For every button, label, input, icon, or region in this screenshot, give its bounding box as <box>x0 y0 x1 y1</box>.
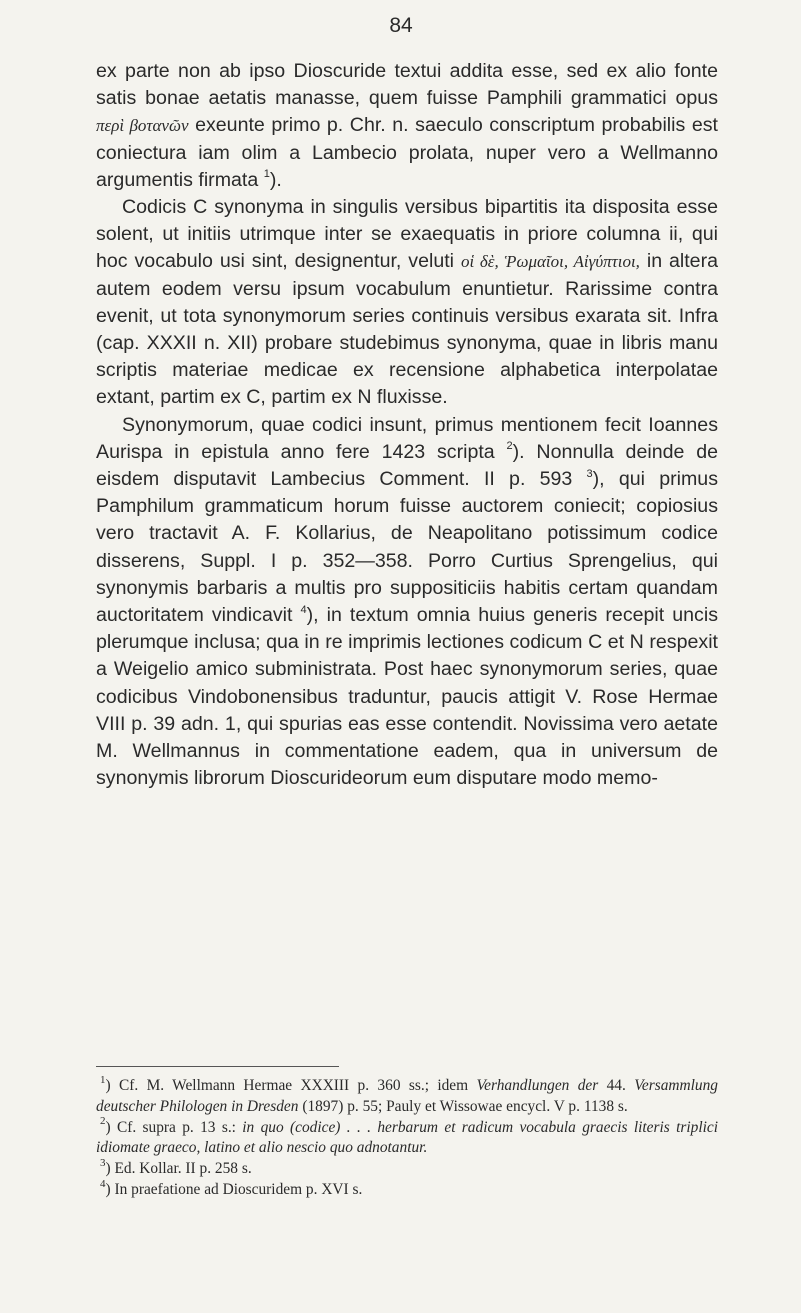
footnote-mark: 1 <box>100 1073 106 1086</box>
text-run: ) In praefatione ad Dioscuridem p. XVI s. <box>105 1180 363 1198</box>
italic-title: Versammlung deutscher Philologen in Dresden <box>96 1077 718 1115</box>
main-text <box>96 58 718 792</box>
footnote-ref-2: 2 <box>506 440 513 453</box>
footnote-4 <box>96 1177 718 1201</box>
greek-phrase: περὶ βοτανῶν <box>96 116 189 136</box>
page-number: 84 <box>389 14 413 37</box>
text-run: Synonymorum, quae codici insunt, primus mentionem fecit Ioannes Aurispa in epistula anno fere 1423 scripta <box>96 413 718 463</box>
footnote-3 <box>96 1159 718 1180</box>
footnote-ref-3: 3 <box>586 467 593 480</box>
paragraph-2 <box>96 194 718 412</box>
text-run: ). Nonnulla deinde de eisdem disputavit Lambecius Comment. II p. 593 <box>96 440 718 491</box>
text-run: ) Ed. Kollar. II p. 258 s. <box>105 1160 252 1178</box>
text-run: ). <box>269 168 282 191</box>
text-run: ) Cf. M. Wellmann Hermae XXXIII p. 360 ss.; idem <box>105 1077 477 1094</box>
text-run: 44. <box>598 1077 635 1094</box>
text-run: in altera autem eodem versu ipsum vocabulum enuntietur. Rarissime contra evenit, ut tota synonymorum series continuis versibus exarata sit. Infra (cap. XXXII n. XII) probare studebimus synonyma, quae in libris manu scriptis materiae medicae ex recensione alphabetica interpolatae extant, partim ex C, partim ex N fluxisse. <box>96 250 719 409</box>
greek-phrase: οἱ δὲ, Ῥωμαῖοι, Αἰγύπτιοι, <box>460 252 640 272</box>
footnote-2 <box>96 1115 718 1160</box>
footnote-mark: 4 <box>100 1177 106 1190</box>
text-run: ), in textum omnia huius generis recepit uncis plerumque inclusa; qua in re imprimis lectiones codicum C et N respexit a Weigelio amico subministrata. Post haec synonymorum series, quae codicibus Vindobonensibus traduntur, paucis attigit V. Rose Hermae VIII p. 39 adn. 1, qui spurias eas esse contendit. Novissima vero aetate M. Wellmannus in commentatione eadem, qua in universum de synonymis librorum Dioscurideorum eum disputare modo memo- <box>96 604 718 790</box>
text-run: ) Cf. supra p. 13 s.: <box>105 1118 243 1136</box>
italic-title: Verhandlungen der <box>476 1077 599 1094</box>
footnote-mark: 2 <box>100 1115 106 1128</box>
paragraph-3 <box>96 412 718 793</box>
text-run: ex parte non ab ipso Dioscuride textui addita esse, sed ex alio fonte satis bonae aetatis manasse, quem fuisse Pamphili grammatici opus <box>96 60 718 110</box>
footnote-ref-4: 4 <box>300 603 307 616</box>
footnote-divider <box>96 1066 339 1067</box>
paragraph-1 <box>96 58 718 194</box>
text-run: ), qui primus Pamphilum grammaticum horum fuisse auctorem coniecit; copiosius vero tractavit A. F. Kollarius, de Neapolitano potissimum codice disserens, Suppl. I p. 352—358. Porro Curtius Sprengelius, qui synonymis barbaris a multis pro suppositiciis habitis certam quandam auctoritatem vindicavit <box>96 468 719 627</box>
footnote-mark: 3 <box>100 1157 106 1170</box>
footnote-1 <box>96 1073 718 1118</box>
footnotes <box>96 1073 718 1201</box>
text-run: exeunte primo p. Chr. n. saeculo conscriptum probabilis est coniectura iam olim a Lambecio prolata, nuper vero a Wellmanno argumentis firmata <box>96 114 718 191</box>
footnote-ref-1: 1 <box>263 168 270 181</box>
text-run: Codicis C synonyma in singulis versibus bipartitis ita disposita esse solent, ut initiis utrimque inter se exaequatis in priore columna ii, qui hoc vocabulo usi sint, designentur, veluti <box>96 196 718 273</box>
text-run: (1897) p. 55; Pauly et Wissowae encycl. V p. 1138 s. <box>298 1097 628 1115</box>
italic-quote: in quo (codice) . . . herbarum et radicum vocabula graecis literis triplici idiomate graeco, latino et alio nescio quo adnotantur. <box>96 1118 718 1157</box>
